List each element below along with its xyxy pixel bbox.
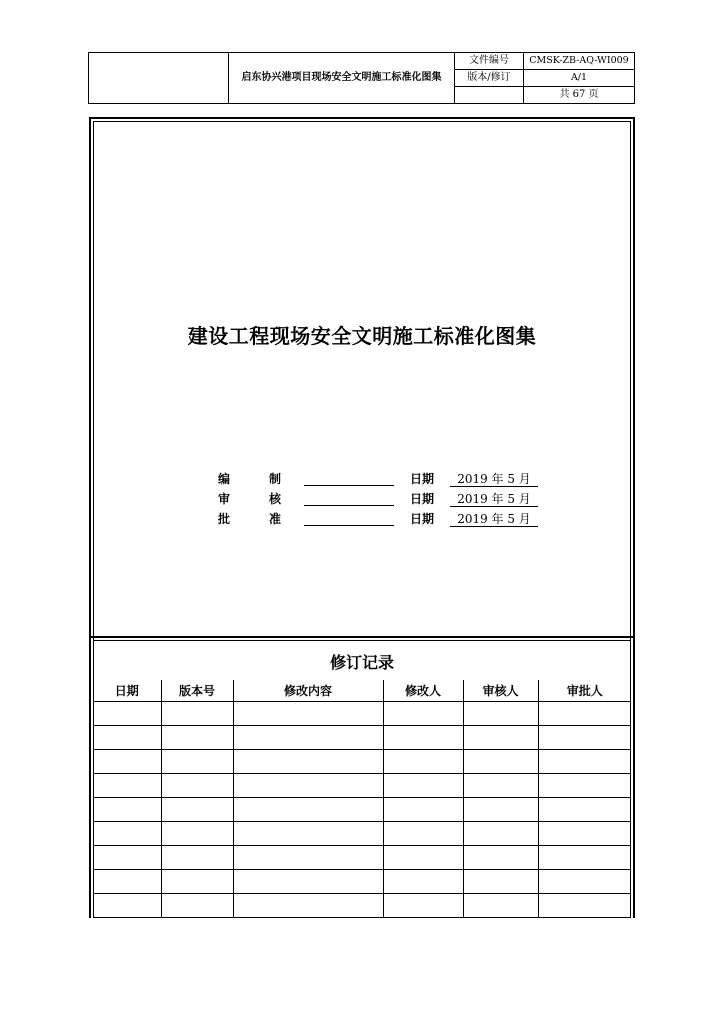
table-cell [93, 774, 161, 798]
table-cell [233, 702, 383, 726]
column-header-approver: 审批人 [538, 680, 631, 702]
table-cell [233, 870, 383, 894]
table-cell [463, 894, 538, 918]
table-row [93, 870, 631, 894]
column-header-date: 日期 [93, 680, 161, 702]
date-label: 日期 [410, 512, 435, 526]
signature-role-char1: 审 [218, 492, 231, 506]
table-cell [161, 870, 233, 894]
table-cell [463, 822, 538, 846]
table-cell [93, 798, 161, 822]
table-cell [383, 774, 463, 798]
doc-no-value: CMSK-ZB-AQ-WI009 [524, 53, 635, 70]
table-cell [538, 846, 631, 870]
table-cell [463, 798, 538, 822]
table-row [93, 774, 631, 798]
table-cell [383, 870, 463, 894]
table-cell [383, 750, 463, 774]
table-cell [538, 750, 631, 774]
table-cell [383, 726, 463, 750]
table-cell [93, 870, 161, 894]
header-blank-cell [455, 87, 524, 104]
revision-table [93, 680, 631, 918]
table-cell [233, 726, 383, 750]
page-count: 共 67 页 [524, 87, 635, 104]
table-cell [538, 894, 631, 918]
table-cell [161, 822, 233, 846]
table-cell [383, 702, 463, 726]
table-cell [233, 774, 383, 798]
table-cell [161, 798, 233, 822]
section-divider-inner [93, 640, 631, 641]
table-cell [161, 750, 233, 774]
table-cell [538, 798, 631, 822]
table-cell [161, 846, 233, 870]
table-cell [383, 798, 463, 822]
signature-row-compile [0, 470, 724, 488]
table-cell [233, 894, 383, 918]
signature-row-review [0, 490, 724, 508]
table-cell [93, 726, 161, 750]
date-label: 日期 [410, 492, 435, 506]
table-cell [463, 726, 538, 750]
signature-line [304, 525, 394, 526]
signature-line [304, 505, 394, 506]
table-row [93, 894, 631, 918]
table-cell [161, 726, 233, 750]
date-label: 日期 [410, 472, 435, 486]
table-row [93, 750, 631, 774]
table-cell [233, 846, 383, 870]
table-row [93, 798, 631, 822]
table-cell [463, 870, 538, 894]
table-cell [463, 750, 538, 774]
date-value: 2019 年 5 月 [450, 490, 538, 507]
table-cell [161, 894, 233, 918]
table-row [93, 726, 631, 750]
table-cell [233, 822, 383, 846]
column-header-version: 版本号 [161, 680, 233, 702]
table-cell [93, 822, 161, 846]
date-value: 2019 年 5 月 [450, 510, 538, 527]
cover-title: 建设工程现场安全文明施工标准化图集 [187, 324, 537, 348]
table-cell [93, 702, 161, 726]
project-title: 启东协兴港项目现场安全文明施工标准化图集 [229, 53, 455, 104]
table-cell [463, 774, 538, 798]
table-row [93, 846, 631, 870]
table-cell [161, 702, 233, 726]
header-logo-cell [89, 53, 229, 104]
version-value: A/1 [524, 70, 635, 87]
signature-role-char2: 核 [269, 492, 282, 506]
table-cell [463, 702, 538, 726]
section-divider [89, 636, 635, 638]
column-header-content: 修改内容 [233, 680, 383, 702]
revision-table-body [93, 702, 631, 918]
table-row [93, 822, 631, 846]
table-cell [538, 702, 631, 726]
table-cell [161, 774, 233, 798]
table-cell [93, 750, 161, 774]
table-cell [538, 774, 631, 798]
column-header-modifier: 修改人 [383, 680, 463, 702]
table-cell [233, 798, 383, 822]
table-cell [233, 750, 383, 774]
table-cell [383, 846, 463, 870]
table-cell [383, 822, 463, 846]
column-header-reviewer: 审核人 [463, 680, 538, 702]
header-table [88, 52, 635, 104]
table-cell [538, 822, 631, 846]
version-label: 版本/修订 [455, 70, 524, 87]
signature-role-char1: 编 [218, 472, 231, 486]
table-cell [93, 846, 161, 870]
table-cell [538, 726, 631, 750]
date-value: 2019 年 5 月 [450, 470, 538, 487]
table-cell [383, 894, 463, 918]
table-row [93, 702, 631, 726]
table-cell [463, 846, 538, 870]
table-cell [93, 894, 161, 918]
signature-line [304, 485, 394, 486]
revision-title: 修订记录 [329, 653, 394, 672]
doc-no-label: 文件编号 [455, 53, 524, 70]
signature-role-char2: 制 [269, 472, 282, 486]
signature-role-char1: 批 [218, 512, 231, 526]
signature-role-char2: 准 [269, 512, 282, 526]
table-cell [538, 870, 631, 894]
signature-row-approve [0, 510, 724, 528]
